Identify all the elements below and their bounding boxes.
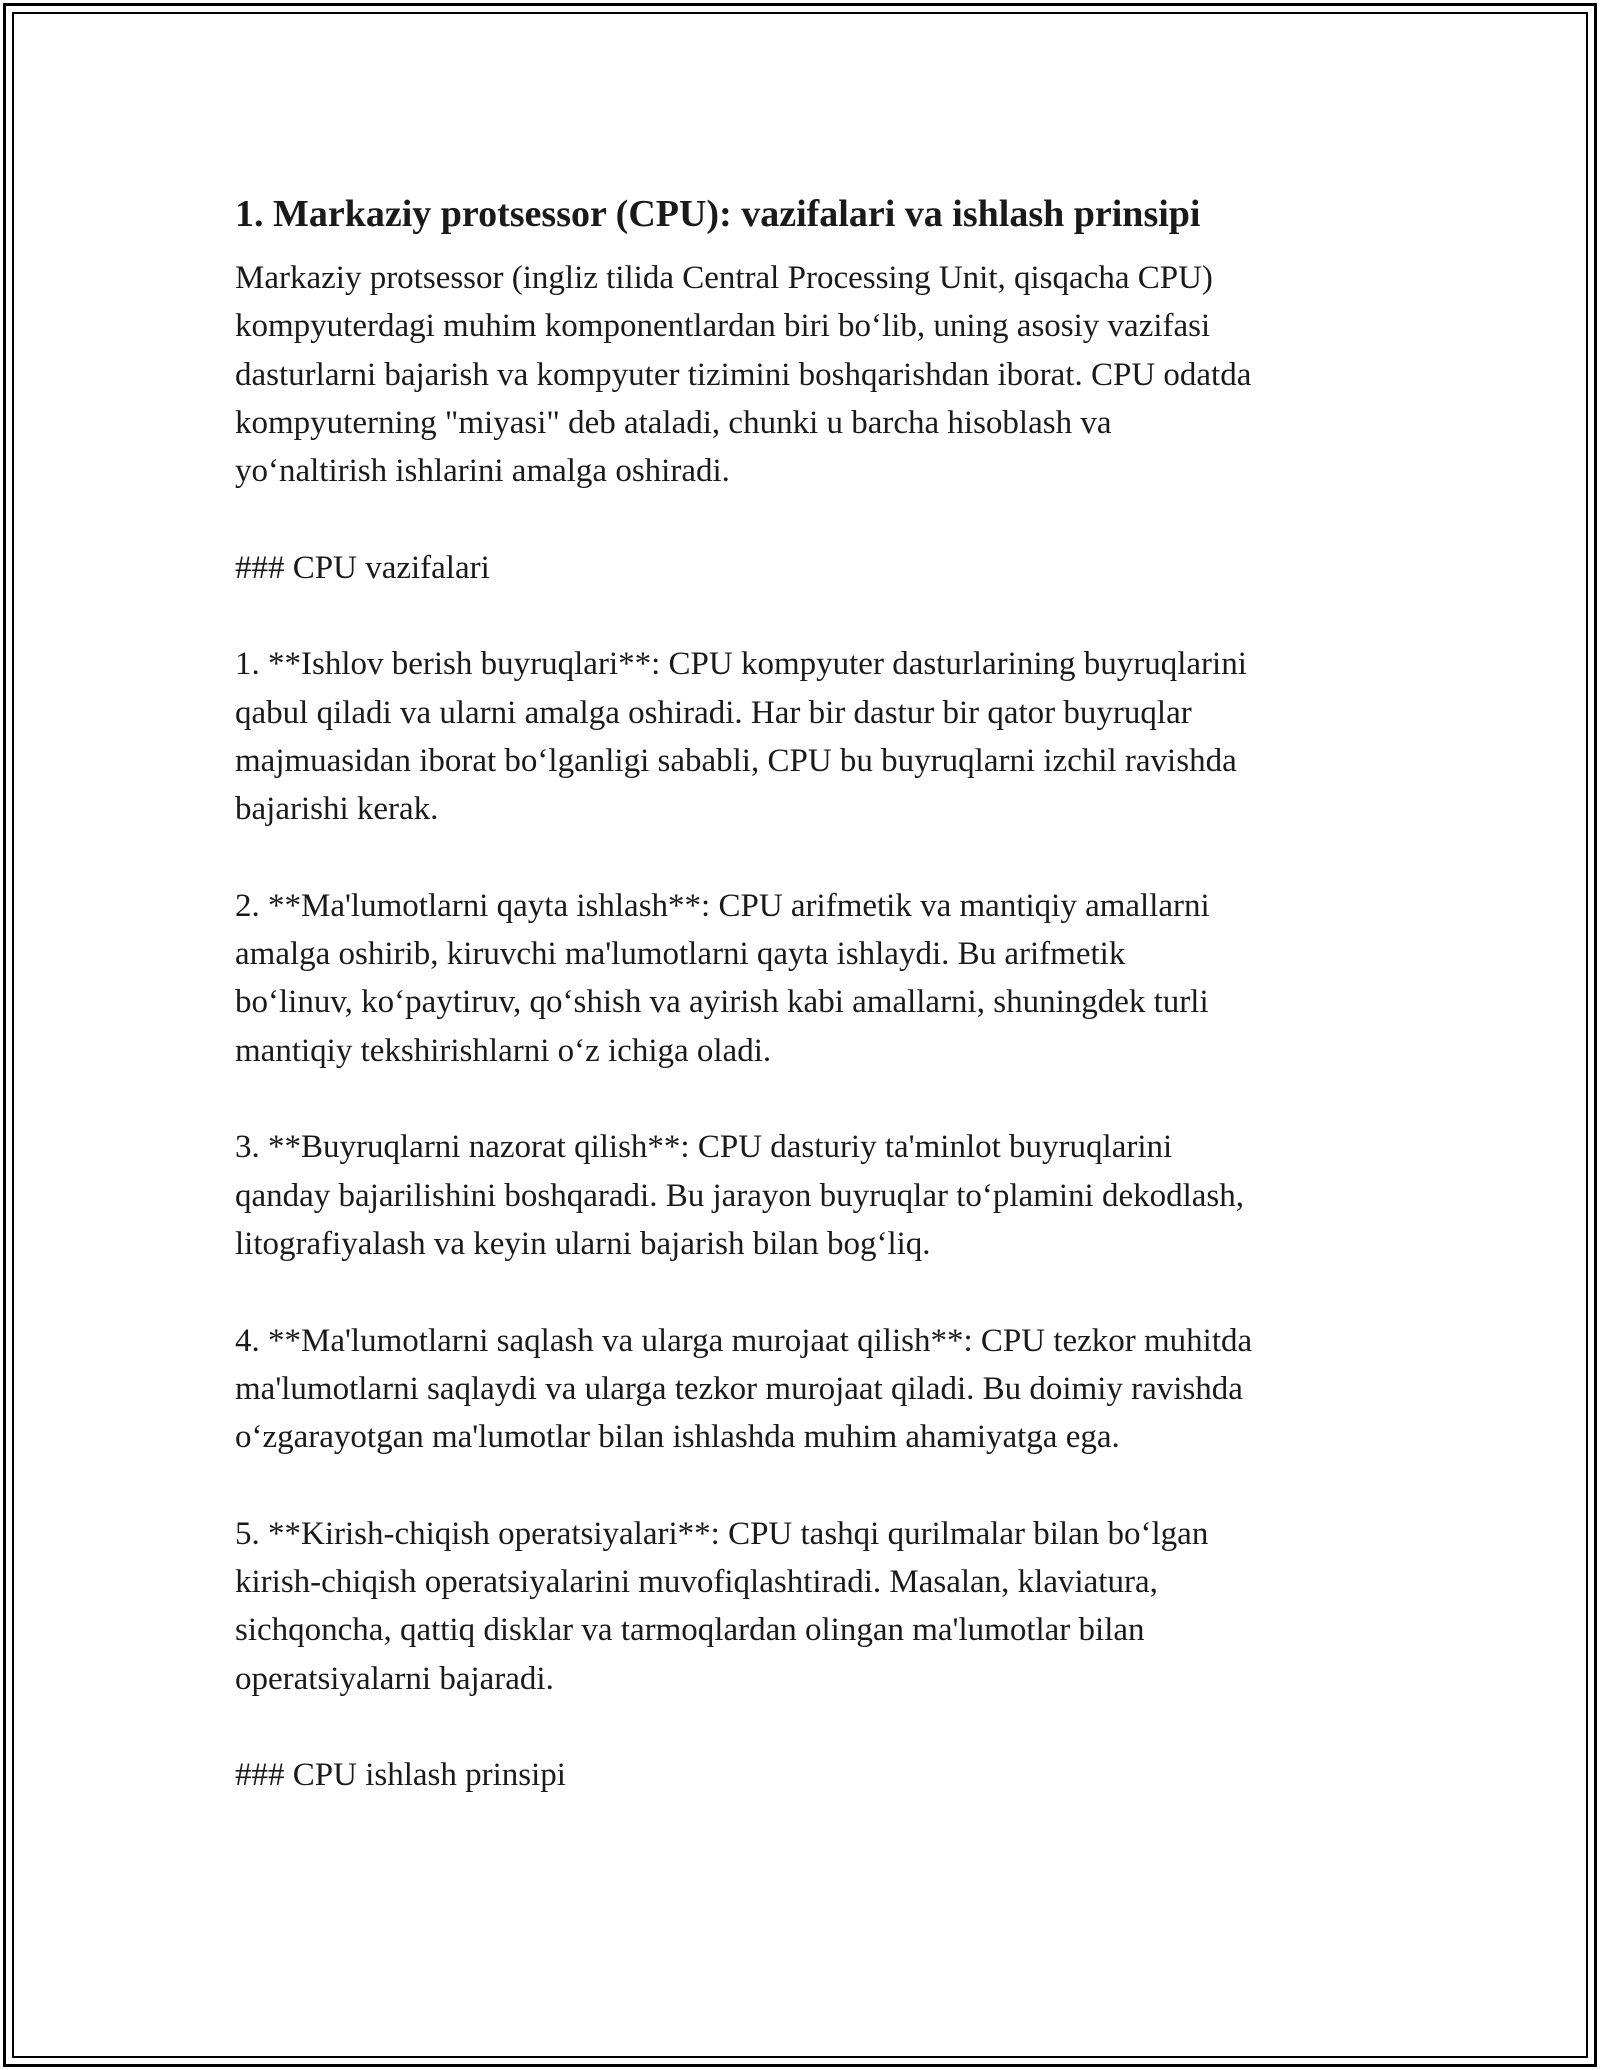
list-item-3: 3. **Buyruqlarni nazorat qilish**: CPU dasturiy ta'minlot buyruqlarini qanday bajarilishini boshqaradi. Bu jarayon buyruqlar to‘plamini dekodlash, litografiyalash va keyin ularni bajarish bilan bog‘liq. bbox=[235, 1129, 1245, 1262]
list-item-1: 1. **Ishlov berish buyruqlari**: CPU kompyuter dasturlarining buyruqlarini qabul qiladi va ularni amalga oshiradi. Har bir dastur bir qator buyruqlar majmuasidan iborat bo‘lganligi sababli, CPU bu buyruqlarni izchil ravishda bajarishi kerak. bbox=[235, 646, 1247, 828]
section-heading-cpu-vazifalari: ### CPU vazifalari bbox=[235, 549, 490, 586]
document-body bbox=[235, 186, 1375, 1800]
section-heading-cpu-ishlash-prinsipi: ### CPU ishlash prinsipi bbox=[235, 1757, 566, 1794]
document-title: 1. Markaziy protsessor (CPU): vazifalari va ishlash prinsipi bbox=[235, 193, 1201, 235]
intro-paragraph: Markaziy protsessor (ingliz tilida Central Processing Unit, qisqacha CPU) kompyuterdagi muhim komponentlardan biri bo‘lib, uning asosiy vazifasi dasturlarni bajarish va kompyuter tizimini boshqarishdan iborat. CPU odatda kompyuterning "miyasi" deb ataladi, chunki u barcha hisoblash va yo‘naltirish ishlarini amalga oshiradi. bbox=[235, 260, 1252, 490]
list-item-2: 2. **Ma'lumotlarni qayta ishlash**: CPU arifmetik va mantiqiy amallarni amalga oshirib, kiruvchi ma'lumotlarni qayta ishlaydi. Bu arifmetik bo‘linuv, ko‘paytiruv, qo‘shish va ayirish kabi amallarni, shuningdek turli mantiqiy tekshirishlarni o‘z ichiga oladi. bbox=[235, 887, 1210, 1069]
list-item-4: 4. **Ma'lumotlarni saqlash va ularga murojaat qilish**: CPU tezkor muhitda ma'lumotlarni saqlaydi va ularga tezkor murojaat qiladi. Bu doimiy ravishda o‘zgarayotgan ma'lumotlar bilan ishlashda muhim ahamiyatga ega. bbox=[235, 1322, 1253, 1456]
list-item-5: 5. **Kirish-chiqish operatsiyalari**: CPU tashqi qurilmalar bilan bo‘lgan kirish-chiqish operatsiyalarini muvofiqlashtiradi. Masalan, klaviatura, sichqoncha, qattiq disklar va tarmoqlardan olingan ma'lumotlar bilan operatsiyalarni bajaradi. bbox=[235, 1515, 1209, 1697]
